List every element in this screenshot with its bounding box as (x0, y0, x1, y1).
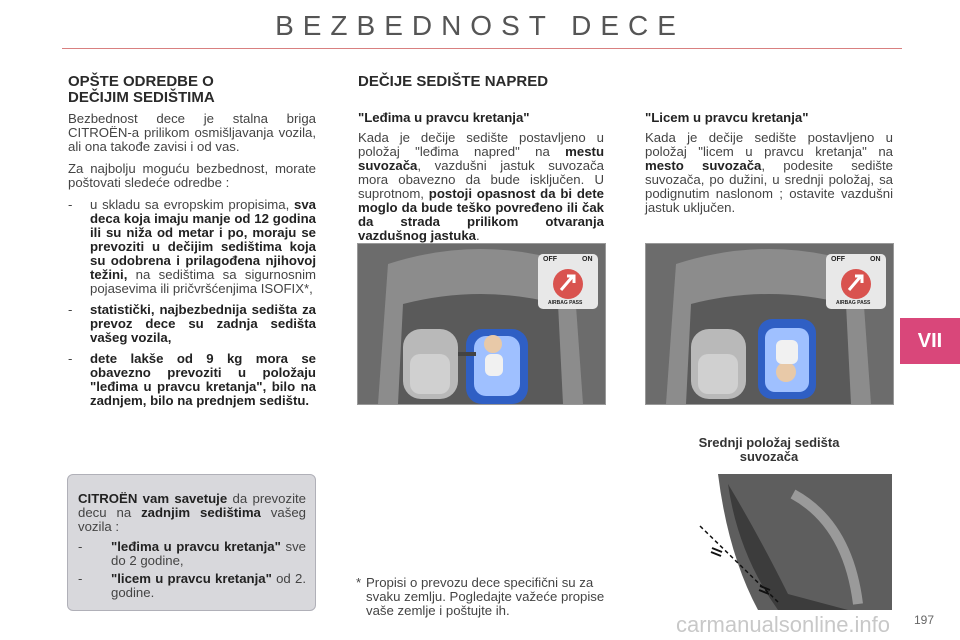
rear-facing-illustration (357, 243, 606, 405)
seat-position-caption: Srednji položaj sedišta suvozača (698, 435, 840, 464)
seat-rail-icon (698, 474, 892, 610)
front-seat-heading: DEČIJE SEDIŠTE NAPRED (358, 73, 549, 90)
general-heading: OPŠTE ODREDBE O DEČIJIM SEDIŠTIMA (68, 73, 215, 106)
citroen-tip-box (67, 474, 316, 611)
footnote-star: * (356, 575, 362, 590)
footnote-text: Propisi o prevozu dece specifični su za svaku zemlju. Pogledajte važeće propise vaše zemlje i poštujte ih. (366, 575, 605, 618)
airbag-pass-label: AIRBAG PASS (836, 300, 871, 306)
car-interior-rear-facing-icon (358, 244, 605, 404)
page-number: 197 (914, 613, 935, 627)
chapter-tab[interactable]: VII (900, 318, 960, 364)
rule-item: - u skladu sa evropskim propisima, sva deca koja imaju manje od 12 godina ili su niža od metar i po, moraju se prevoziti u dečijim sedištima koja su odobrena i prilagođena njihovoj težini, na sedištima sa sigurnosnim pojasevima ili pričvršćenjima ISOFIX*, (68, 197, 316, 296)
general-intro-1: Bezbednost dece je stalna briga CITROËN-a prilikom osmišljavanja vozila, ali ona takođe zavisi i od vas. (68, 111, 316, 154)
tip-item: - "licem u pravcu kretanja" od 2. godine. (78, 571, 306, 600)
forward-facing-text: Kada je dečije sedište postavljeno u položaj "licem u pravcu kretanja" na mesto suvozača, podesite sedište suvozača, po dužini, u srednji položaj, sa podignutim naslonom ; ostavite vazdušni jastuk uključen. (645, 130, 893, 215)
car-interior-forward-facing-icon (646, 244, 893, 404)
rule-item: - dete lakše od 9 kg mora se obavezno prevoziti u položaju "leđima u pravcu kretanja", bilo na zadnjem, bilo na prednjem sedištu. (68, 351, 316, 408)
airbag-off-label: OFF (543, 256, 557, 263)
general-section (68, 74, 248, 106)
title-divider (62, 48, 902, 49)
rule-item: - statistički, najbezbednija sedišta za prevoz dece su zadnja sedišta vašeg vozila, (68, 302, 316, 345)
airbag-off-label: OFF (831, 256, 845, 263)
page-title: BEZBEDNOST DECE (275, 10, 685, 41)
tip-item: - "leđima u pravcu kretanja" sve do 2 godine, (78, 539, 307, 568)
rear-facing-text: Kada je dečije sedište postavljeno u položaj "leđima napred" na mestu suvozača, vazdušni jastuk suvozača mora obavezno da bude isključen. U suprotnom, postoji opasnost da bi dete moglo da bude teško povređeno ili čak da strada prilikom otvaranja vazdušnog jastuka. (358, 130, 604, 243)
airbag-on-label: ON (582, 256, 593, 263)
front-seat-section (358, 74, 658, 90)
rear-facing-block (358, 110, 604, 243)
general-intro-2: Za najbolju moguću bezbednost, morate poštovati sledeće odredbe : (68, 161, 316, 190)
airbag-pass-label: AIRBAG PASS (548, 300, 583, 306)
airbag-on-label: ON (870, 256, 881, 263)
watermark: carmanualsonline.info (676, 612, 891, 637)
general-body (68, 112, 316, 415)
forward-facing-subheading: "Licem u pravcu kretanja" (645, 110, 809, 125)
seat-position-illustration (698, 474, 892, 610)
tip-intro: CITROËN vam savetuje da prevozite decu na zadnjim sedištima vašeg vozila : (78, 491, 306, 534)
forward-facing-illustration (645, 243, 894, 405)
forward-facing-block (645, 110, 893, 215)
rear-facing-subheading: "Leđima u pravcu kretanja" (358, 110, 530, 125)
